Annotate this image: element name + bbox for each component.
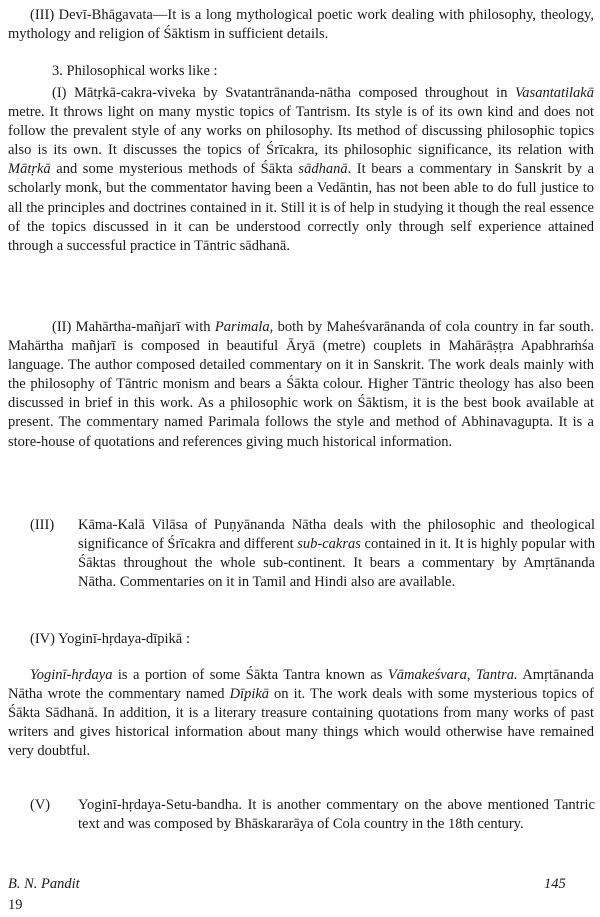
vasantatilaka-term: Vasantatilakā — [515, 85, 594, 101]
paragraph-yogini-hrdaya-setu-bandha: Yoginī-hṛdaya-Setu-bandha. It is another commentary on the above mentioned Tantric text and was composed by Bhāskararāya of Cola country in the 18th century. — [78, 797, 595, 833]
parimala-term: Parimala — [214, 319, 270, 335]
section-heading-philosophical-works: 3. Philosophical works like : — [52, 63, 218, 79]
yogini-text-3: on it. The work deals with some mysterious topics of Śākta Sādhanā. In addition, it is a literary treasure containing quotations from many works of past writers and gives historical information about many things which would otherwise have remained very doubtful. — [8, 686, 594, 760]
kama-kala-label: (III) — [30, 517, 55, 533]
kama-text-1: Kāma-Kalā Vilāsa of Puṇyānanda Nātha deals with the philosophic and theological significance of Śrīcakra and different — [78, 517, 595, 553]
sub-cakras-term: sub-cakras — [297, 536, 361, 553]
paragraph-matrka-cakra-viveka — [8, 84, 594, 256]
matrka-term: Mātṛkā — [8, 161, 51, 178]
section-heading-yogini-hrdaya-dipika: (IV) Yoginī-hṛdaya-dīpikā : — [30, 631, 190, 647]
signature-mark: 19 — [8, 897, 23, 913]
paragraph-kama-kala-vilasa — [78, 516, 595, 592]
setu-bandha-label: (V) — [30, 797, 51, 813]
kama-text-2: contained in it. It is highly popular with Śāktas throughout the whole sub-continent. It bears a commentary by Amṛtānanda Nātha. Commentaries on it in Tamil and Hindi also are available. — [78, 536, 595, 591]
yogini-text-1: is a portion of some Śākta Tantra known as — [112, 667, 388, 683]
paragraph-mahartha-manjari — [8, 318, 594, 452]
sadhana-term: sādhanā — [298, 161, 348, 178]
matrka-lead: (I) Mātṛkā-cakra-viveka by Svatantrānanda-nātha composed throughout in — [52, 85, 516, 101]
devi-bhagavata-text: —It is a long mythological poetic work dealing with philosophy, theology, mythology and religion of Śāktism in sufficient details. — [8, 7, 594, 43]
matrka-text-3: . It bears a commentary in Sanskrit by a scholarly monk, but the commentator having been a Vedāntin, has not been able to do full justice to all the principles and doctrines contained in it. Still it is of help in studying it though the real essence of the topics discussed in it can be understood correctly only through self experience attained through a successful practice in Tāntric sādhanā. — [8, 161, 595, 254]
matrka-text-2: and some mysterious methods of Śākta — [50, 161, 299, 178]
page-number: 145 — [544, 876, 566, 892]
yogini-hrdaya-term: Yoginī-hṛdaya — [30, 667, 113, 683]
devi-bhagavata-label: (III) Devī-Bhāgavata — [30, 7, 153, 23]
yogini-text-2: Amṛtānanda Nātha wrote the commentary named — [8, 667, 594, 703]
footer-author: B. N. Pandit — [8, 876, 80, 892]
paragraph-devi-bhagavata — [8, 6, 594, 44]
matrka-text-1: metre. It throws light on many mystic topics of Tantrism. Its style is of its own kind and does not follow the prevalent style of any works on philosophy. Its method of discussing philosophic topics also is its own. It discusses the topics of Śrīcakra, its philosophic significance, its relation with — [8, 104, 594, 159]
mahartha-text: , both by Maheśvarānanda of cola country in far south. Mahārtha mañjarī is composed in beautiful Āryā (metre) couplets in Mahārāṣṭra Apabhraṁśa language. The author composed detailed commentary on it in Sanskrit. The work deals mainly with the philosophy of Tāntric monism and bears a Śākta colour. Higher Tāntric theology has also been discussed in brief in this work. As a philosophic work on Śāktism, it is the best book available at present. The commentary named Parimala follows the style and method of Abhinavagupta. It is a store-house of quotations and references giving much historical information. — [8, 319, 594, 450]
dipika-term: Dīpikā — [229, 686, 270, 703]
vamakesvara-term: Vāmakeśvara, Tantra. — [387, 667, 518, 683]
mahartha-lead: (II) Mahārtha-mañjarī with — [52, 319, 215, 335]
paragraph-yogini-hrdaya — [8, 666, 594, 761]
